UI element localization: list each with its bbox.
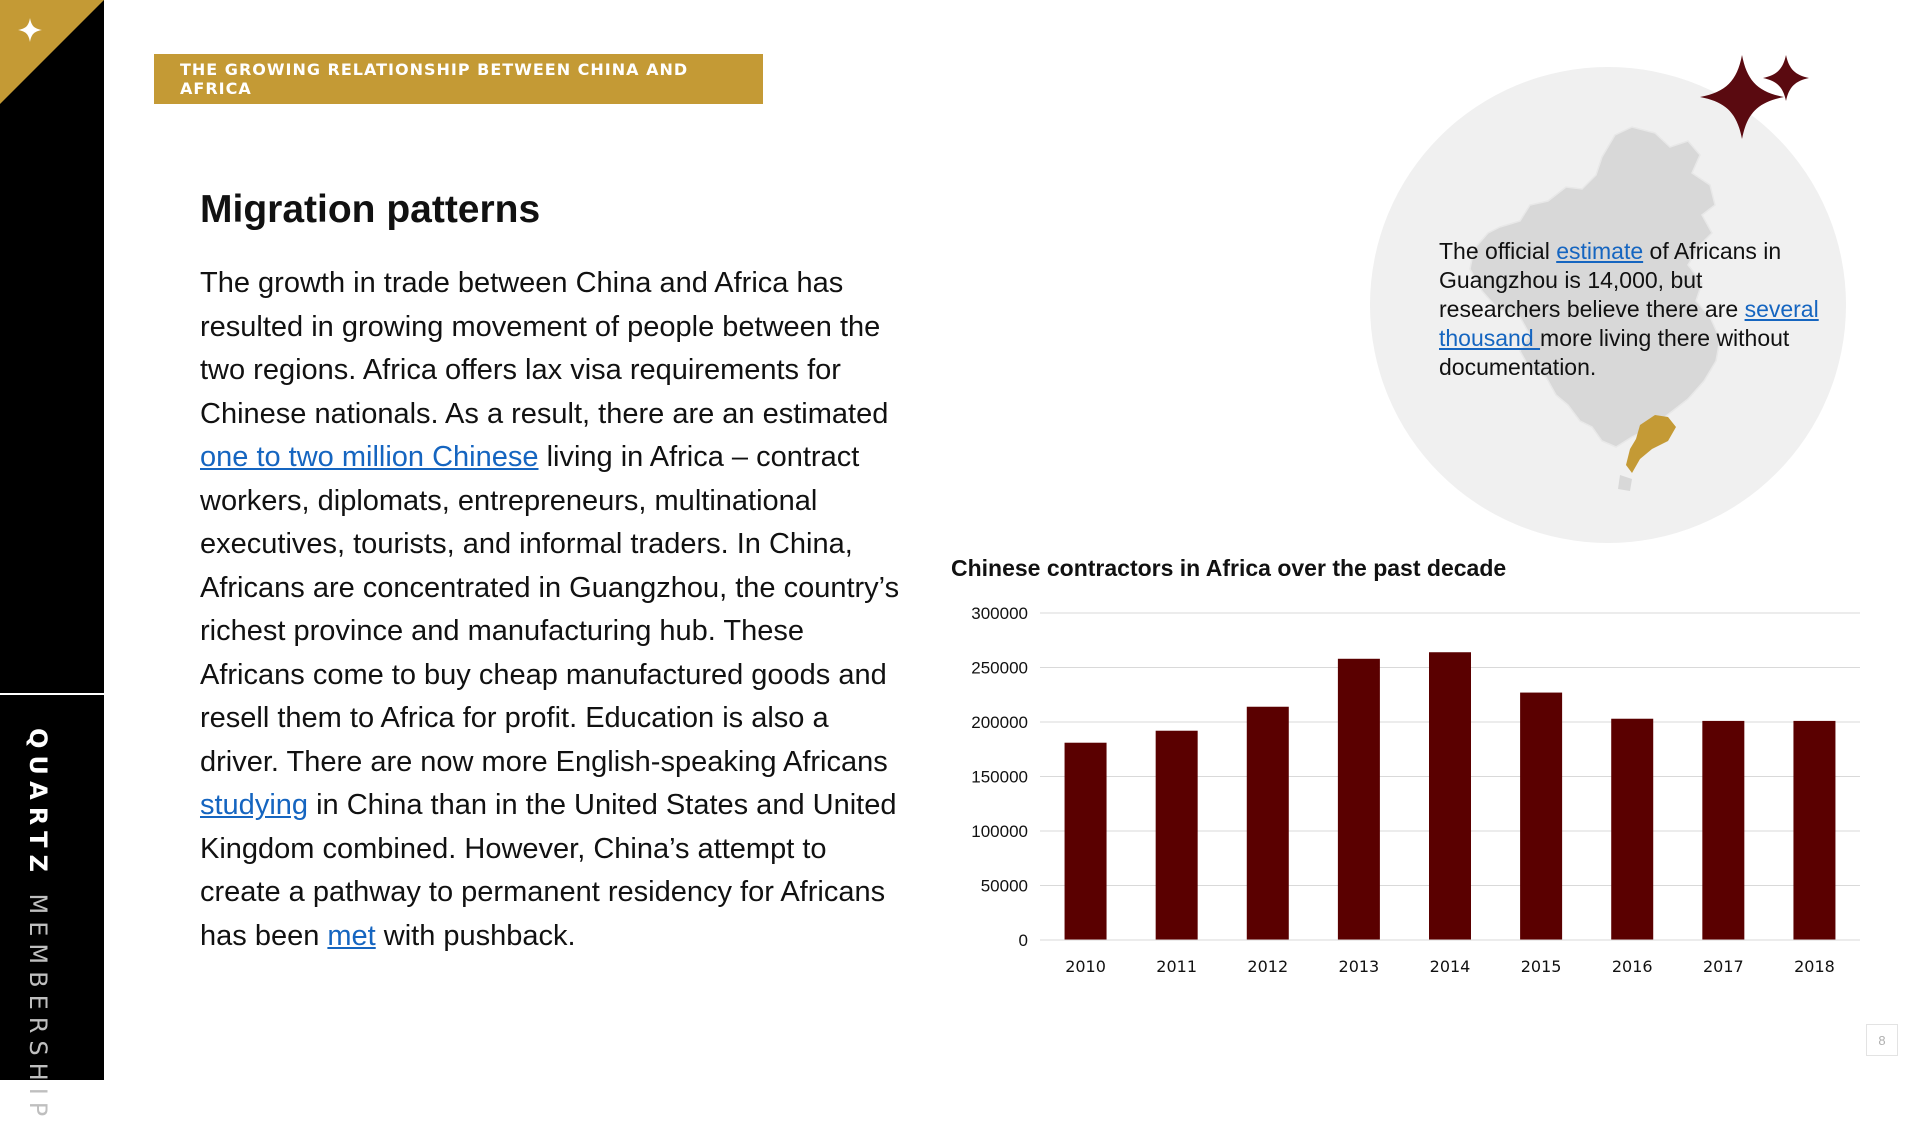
link-met[interactable]: met [327,919,376,952]
y-tick-label: 50000 [980,876,1028,896]
x-tick-label: 2016 [1611,957,1653,976]
corner-badge [0,0,104,104]
y-tick-label: 150000 [971,767,1028,787]
bar-2018 [1793,721,1835,940]
x-tick-label: 2014 [1429,957,1471,976]
bar-2015 [1520,693,1562,940]
sidebar-divider [0,693,104,695]
section-tag: THE GROWING RELATIONSHIP BETWEEN CHINA AND AFRICA [154,54,763,104]
map-callout [1439,237,1829,382]
y-tick-label: 200000 [971,713,1028,732]
body-text-1: The growth in trade between China and Africa has resulted in growing movement of people between the two regions. Africa offers lax visa requirements for Chinese nationals. As a result, there are an estimated [200,267,889,430]
x-tick-label: 2017 [1702,957,1744,976]
brand-light: MEMBERSHIP [24,893,52,1123]
page-number: 8 [1866,1024,1898,1056]
x-tick-label: 2010 [1065,957,1106,976]
brand-bold: QUARTZ [24,728,52,879]
body-text-4: with pushback. [375,919,576,952]
bar-2014 [1429,652,1471,940]
x-tick-label: 2011 [1156,957,1198,976]
sidebar [0,0,104,1123]
link-studying[interactable]: studying [200,789,309,821]
chart-title: Chinese contractors in Africa over the past decade [951,555,1507,581]
body-paragraph [200,262,910,958]
callout-text-3: more living there without documentation. [1439,325,1790,380]
y-tick-label: 300000 [971,604,1028,623]
bar-2016 [1611,719,1653,940]
bar-2013 [1338,659,1380,940]
x-tick-label: 2012 [1247,957,1289,976]
x-tick-label: 2018 [1794,957,1835,976]
link-several-thousand[interactable]: several thousand [1439,296,1819,351]
bar-chart [940,595,1870,995]
page-title: Migration patterns [200,188,541,231]
callout-text-1: The official [1439,238,1557,264]
body-text-3: in China than in the United States and United Kingdom combined. However, China’s attempt to create a pathway to permanent residency for Africans has been [200,789,897,952]
bar-2012 [1247,707,1289,940]
link-estimate[interactable]: estimate [1556,238,1644,264]
y-tick-label: 0 [1018,931,1028,950]
bar-2011 [1156,731,1198,940]
bar-2017 [1702,721,1744,940]
y-tick-label: 100000 [971,822,1028,841]
bar-2010 [1065,743,1107,940]
callout-text-2: of Africans in Guangzhou is 14,000, but researchers believe there are [1439,238,1782,322]
y-tick-label: 250000 [971,658,1028,678]
x-tick-label: 2013 [1338,957,1380,976]
link-one-to-two-million-chinese[interactable]: one to two million Chinese [200,441,539,473]
body-text-2: living in Africa – contract workers, diplomats, entrepreneurs, multinational executives, tourists, and informal traders. In China, Africans are concentrated in Guangzhou, the country’s richest province and manufacturing hub. These Africans come to buy cheap manufactured goods and resell them to Africa for profit. Education is also a driver. There are now more English-speaking Africans [200,441,900,778]
x-tick-label: 2015 [1520,957,1562,976]
